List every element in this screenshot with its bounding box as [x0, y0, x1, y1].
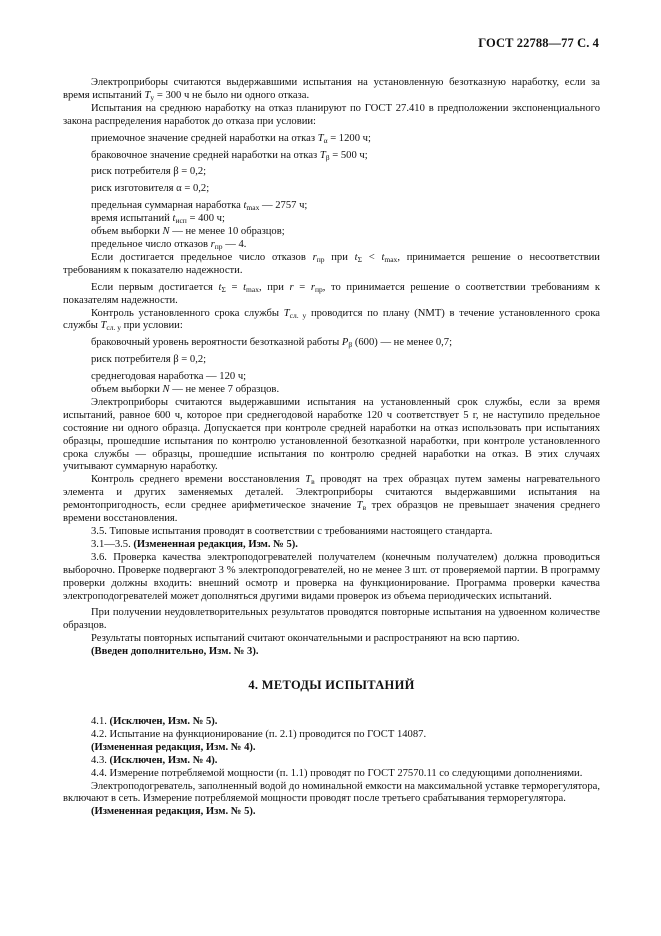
paragraph: Электроприборы считаются выдержавшими испытания на установленный срок службы, если за время испытаний, равное 600 ч, которое при среднегодовой наработке 120 ч соответствует 5 г, не наступило предельное состояние ни одного образца. Допускается при контроле средней наработки на отказ использовать при испытаниях образцы, прошедшие испытания по контролю установленной безотказной наработки, при контроле установленного срока службы — образцы, прошедшие испытания по контролю средней наработки на отказ. В этих случаях учитывают суммарную наработку. — [63, 396, 600, 473]
paragraph: 4.1. (Исключен, Изм. № 5). — [91, 715, 218, 727]
list-item: среднегодовая наработка — 120 ч; — [91, 371, 247, 383]
list-item: объем выборки N — не менее 7 образцов. — [91, 384, 280, 396]
paragraph: Если первым достигается $t_\Sigma = t_{max}$, при $r = r_{пр}$, то принимается решение о соответствии требованиям к показателям надежности. — [63, 281, 600, 306]
amendment-note: (Введен дополнительно, Изм. № 3). — [91, 646, 259, 658]
paragraph: Если достигается предельное число отказов $r_{пр}$ при $t_\Sigma < t_{max}$, принимается решение о несоответствии требованиям к показателю надежности. — [63, 251, 600, 276]
paragraph: 3.5. Типовые испытания проводят в соответствии с требованиями настоящего стандарта. — [91, 526, 493, 537]
paragraph: Результаты повторных испытаний считают окончательными и распространяют на всю партию. — [91, 633, 520, 645]
list-item: браковочное значение средней наработки на отказ $T_\beta = 500$ ч; — [91, 149, 368, 162]
document-body — [63, 77, 600, 819]
paragraph: 3.1—3.5. (Измененная редакция, Изм. № 5). — [91, 538, 298, 550]
list-item: время испытаний $t_{исп} = 400$ ч; — [91, 213, 225, 226]
page-header: ГОСТ 22788—77 С. 4 — [478, 36, 599, 50]
paragraph: 4.2. Испытание на функционирование (п. 2.1) проводится по ГОСТ 14087. — [91, 728, 427, 740]
paragraph: При получении неудовлетворительных результатов проводятся повторные испытания на удвоенном количестве образцов. — [63, 607, 600, 632]
paragraph: Контроль установленного срока службы $T_{сл. у}$ проводится по плану (NMT) в течение установленного срока службы $T_{сл. у}$ при условии: — [63, 307, 601, 333]
list-item: риск потребителя β = 0,2; — [91, 354, 207, 366]
paragraph: 4.3. (Исключен, Изм. № 4). — [91, 754, 218, 766]
paragraph: Испытания на среднюю наработку на отказ планируют по ГОСТ 27.410 в предположении экспоненциального закона распределения наработок до отказа при условии: — [63, 102, 600, 127]
list-item: приемочное значение средней наработки на отказ $T_\alpha = 1200$ ч; — [91, 132, 371, 145]
paragraph: 3.6. Проверка качества электроподогревателей получателем (конечным получателем) должна проводиться выборочно. Проверке подвергают 3 % электроподогревателей, но не менее 3 шт. от проверяемой партии. В программу проверки должны входить: внешний осмотр и проверка на функционирование. Программа проверки качества электроподогревателей может дополняться другими видами проверок из объема периодических испытаний. — [63, 551, 600, 602]
section-title: 4. МЕТОДЫ ИСПЫТАНИЙ — [248, 678, 415, 693]
list-item: предельная суммарная наработка $t_{max}$ — 2757 ч; — [91, 200, 308, 213]
list-item: предельное число отказов $r_{пр}$ — 4. — [91, 238, 247, 251]
list-item: браковочный уровень вероятности безотказной работы $P_\beta$ (600) — не менее 0,7; — [91, 337, 453, 350]
amendment-note: (Измененная редакция, Изм. № 4). — [91, 741, 256, 753]
paragraph: Электроподогреватель, заполненный водой до номинальной емкости на максимальной уставке терморегулятора, включают в сеть. Измерение потребляемой мощности проводят после третьего срабатывания терморегулятора. — [63, 780, 600, 805]
paragraph: Контроль среднего времени восстановления $T_в$ проводят на трех образцах путем замены нагревательного элемента и других заменяемых деталей. Электроприборы считаются выдержавшими испытания на ремонтопригодность, если среднее арифметическое значение $T_в$ трех образцов не превышает значения среднего времени восстановления. — [63, 474, 600, 525]
list-item: объем выборки N — не менее 10 образцов; — [91, 226, 285, 238]
paragraph: 4.4. Измерение потребляемой мощности (п. 1.1) проводят по ГОСТ 27570.11 со следующими дополнениями. — [91, 767, 583, 779]
list-item: риск изготовителя α = 0,2; — [91, 183, 210, 195]
amendment-note: (Измененная редакция, Изм. № 5). — [91, 806, 256, 818]
paragraph: Электроприборы считаются выдержавшими испытания на установленную безотказную наработку, если за время испытаний $T_у = 300$ ч не было ни одного отказа. — [63, 77, 600, 102]
list-item: риск потребителя β = 0,2; — [91, 166, 207, 178]
